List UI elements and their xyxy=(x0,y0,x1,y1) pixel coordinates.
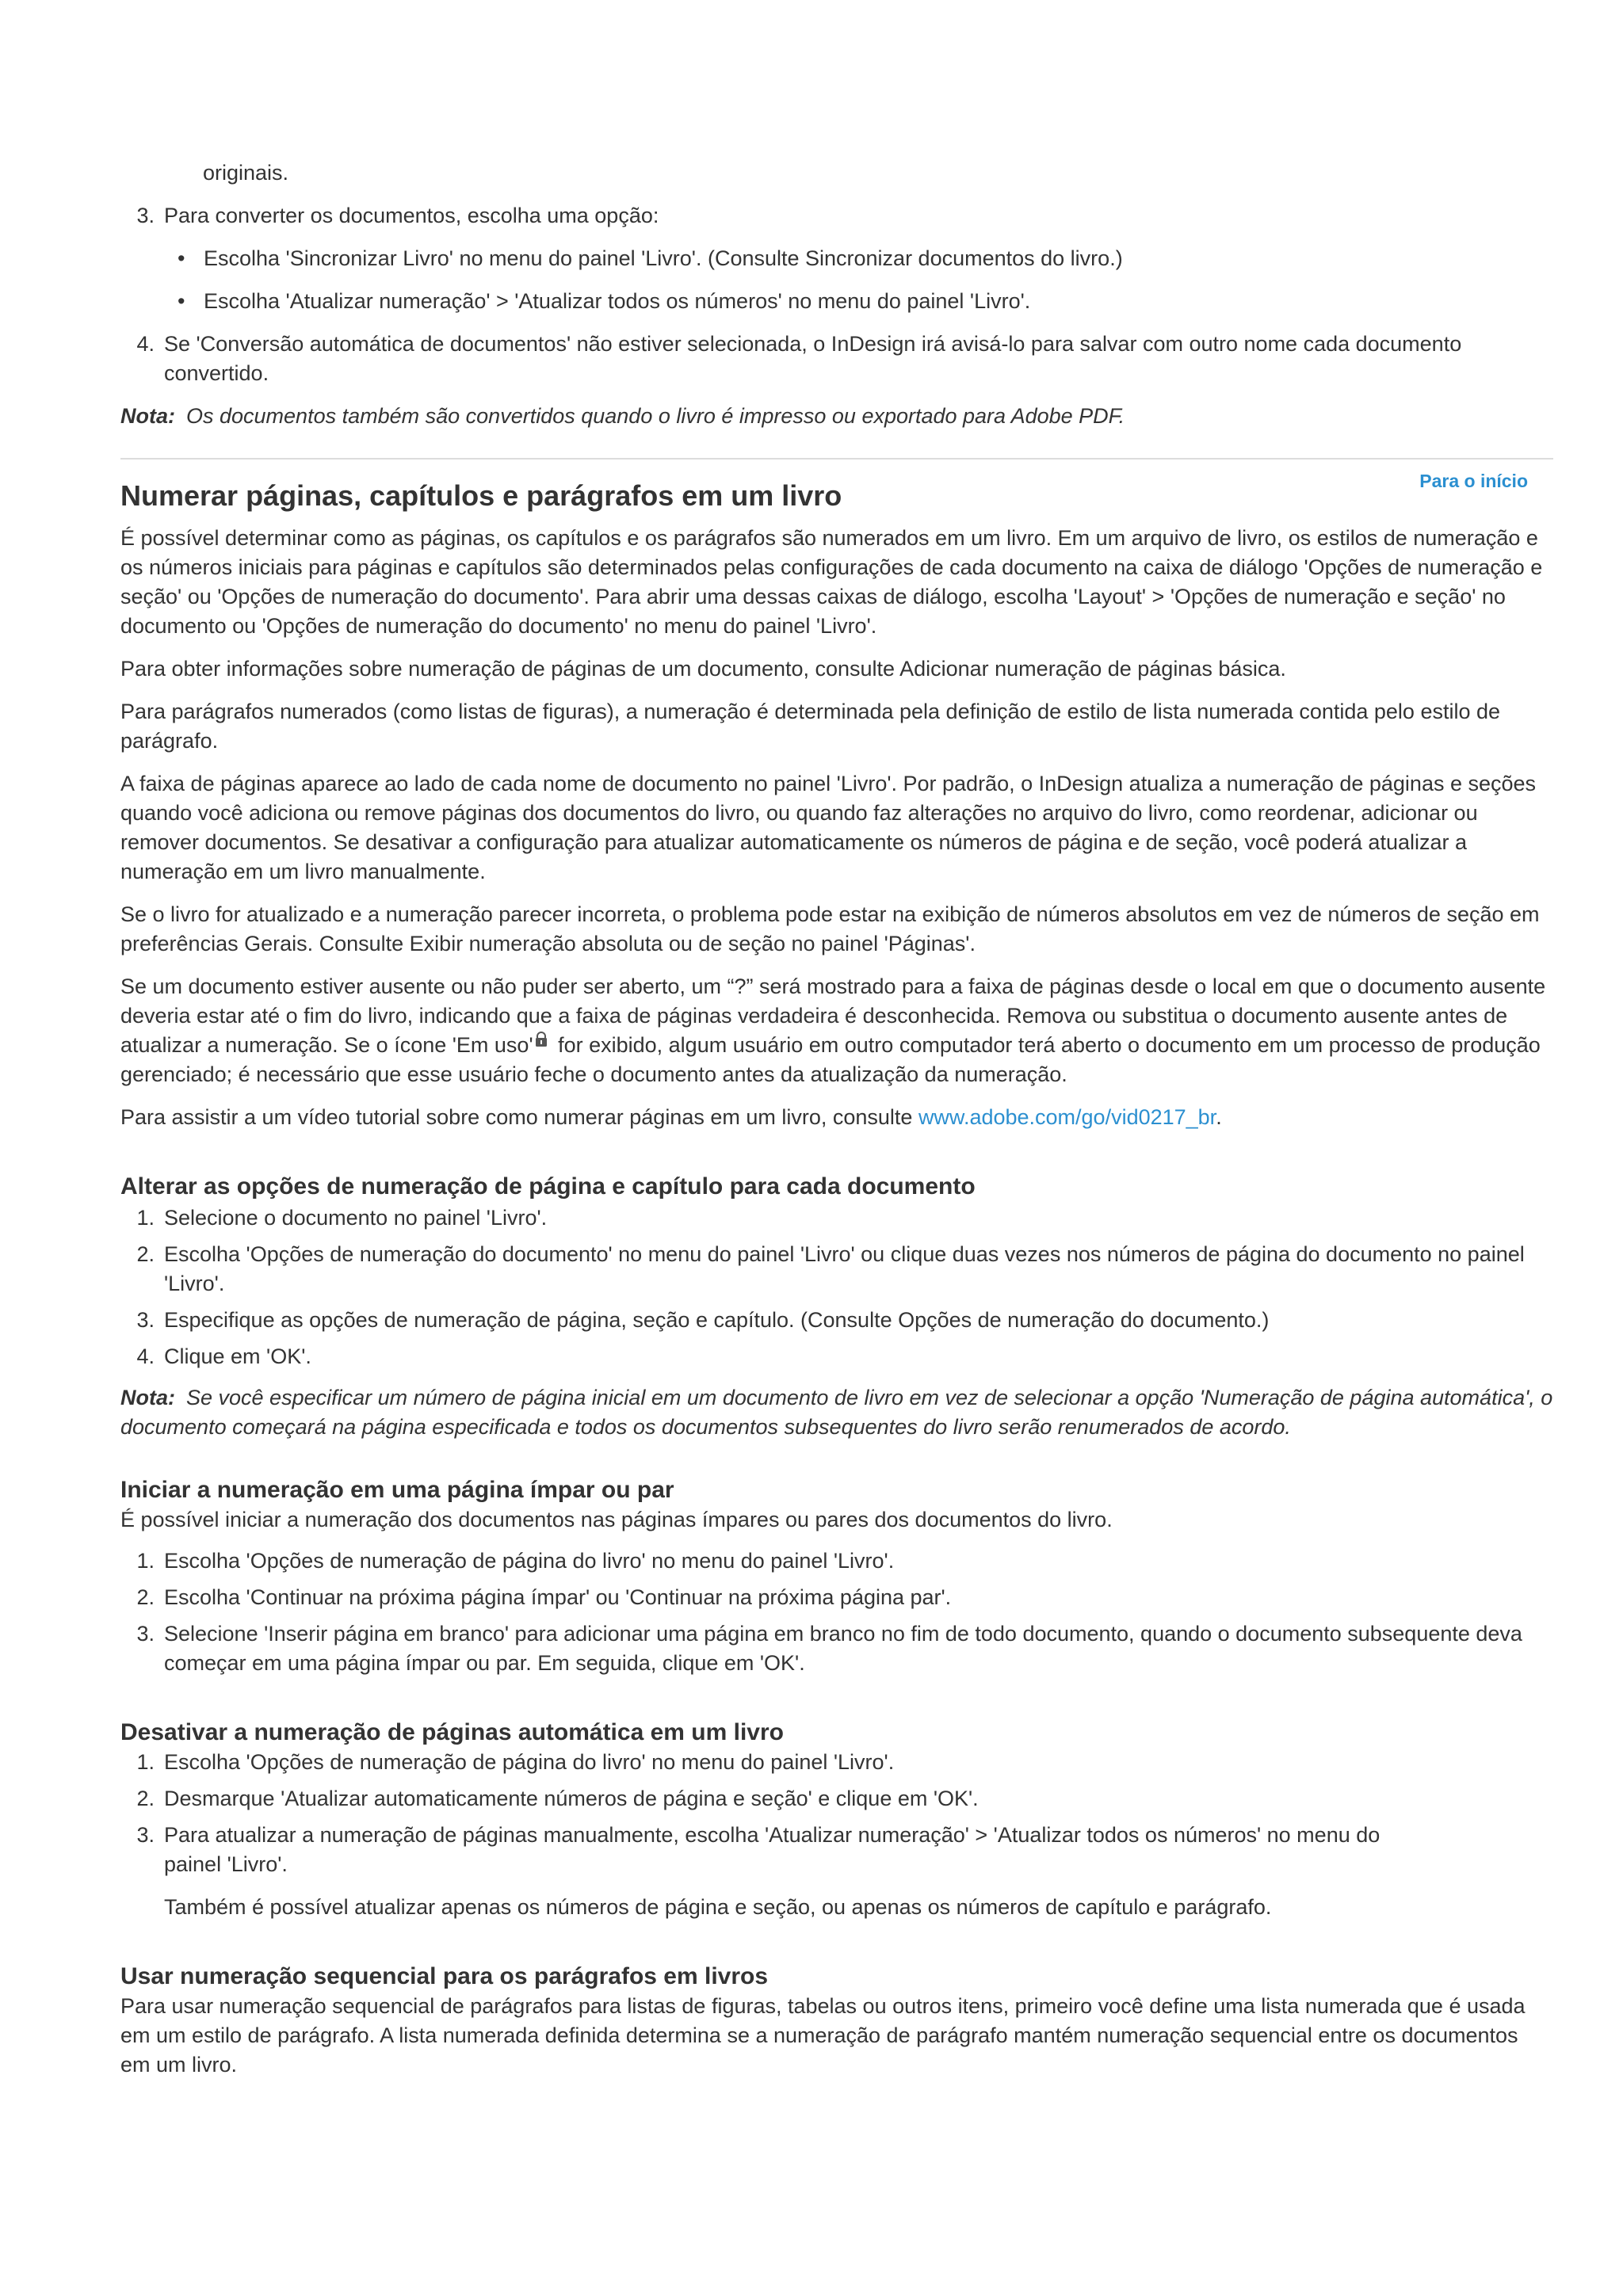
step-text: Clique em 'OK'. xyxy=(164,1344,311,1368)
start-numbering-section xyxy=(120,1475,1553,1678)
list-item xyxy=(120,1784,1553,1814)
steps-list xyxy=(120,1203,1553,1371)
list-item xyxy=(120,1342,1553,1371)
list-item xyxy=(120,1619,1553,1678)
video-tutorial-link[interactable]: www.adobe.com/go/vid0217_br xyxy=(918,1105,1216,1129)
paragraph: Se o livro for atualizado e a numeração parecer incorreta, o problema pode estar na exibição de números absolutos em vez de números de seção em preferências Gerais. Consulte Exibir numeração absoluta ou de seção no painel 'Páginas'. xyxy=(120,902,1540,955)
conversion-steps xyxy=(120,201,1553,231)
step-number: 2. xyxy=(136,1787,155,1810)
step-text: Escolha 'Opções de numeração do documento' no menu do painel 'Livro' ou clique duas vezes nos números de página do documento no painel 'Livro'. xyxy=(164,1242,1525,1295)
note-text: Os documentos também são convertidos quando o livro é impresso ou exportado para Adobe PDF. xyxy=(186,404,1125,428)
list-item xyxy=(120,1748,1553,1777)
list-item xyxy=(120,330,1553,388)
step-text: Para converter os documentos, escolha uma opção: xyxy=(164,204,659,227)
list-item xyxy=(120,1240,1553,1299)
option-text: Escolha 'Sincronizar Livro' no menu do painel 'Livro'. (Consulte Sincronizar documentos do livro.) xyxy=(204,246,1123,270)
step-text: Escolha 'Opções de numeração de página do livro' no menu do painel 'Livro'. xyxy=(164,1549,895,1573)
alter-options-section xyxy=(120,1172,1553,1442)
step-text: Desmarque 'Atualizar automaticamente números de página e seção' e clique em 'OK'. xyxy=(164,1787,979,1810)
section-intro: É possível iniciar a numeração dos documentos nas páginas ímpares ou pares dos documentos do livro. xyxy=(120,1508,1113,1531)
missing-doc-text: Se um documento estiver ausente ou não puder ser aberto, um “?” será mostrado para a faixa de páginas desde o local em que o documento ausente deveria estar até o fim do livro, indicando que a faixa de páginas verdadeira é desconhecida. Remova ou substitua o documento ausente antes de atualizar a numeração. Se o ícone 'Em uso' xyxy=(120,974,1546,1057)
lock-icon xyxy=(535,1032,548,1047)
section-heading: Alterar as opções de numeração de página e capítulo para cada documento xyxy=(120,1173,976,1199)
list-item xyxy=(120,1203,1553,1233)
step-number: 2. xyxy=(136,1585,155,1609)
conversion-options xyxy=(120,244,1553,316)
sequential-numbering-section xyxy=(120,1962,1553,2080)
note xyxy=(120,1383,1553,1442)
paragraph: Para obter informações sobre numeração de páginas de um documento, consulte Adicionar numeração de páginas básica. xyxy=(120,657,1286,681)
section-heading: Usar numeração sequencial para os parágrafos em livros xyxy=(120,1963,769,1989)
step-text: Se 'Conversão automática de documentos' não estiver selecionada, o InDesign irá avisá-lo para salvar com outro nome cada documento convertido. xyxy=(164,332,1462,385)
back-to-top-link[interactable]: Para o início xyxy=(1419,471,1528,491)
note-label: Nota: xyxy=(120,1386,175,1409)
list-item xyxy=(120,1821,1553,1879)
paragraph: É possível determinar como as páginas, os capítulos e os parágrafos são numerados em um livro. Em um arquivo de livro, os estilos de numeração e os números iniciais para páginas e capítulos são determinados pelas configurações de cada documento na caixa de diálogo 'Opções de numeração e seção' ou 'Opções de numeração do documento'. Para abrir uma dessas caixas de diálogo, escolha 'Layout' > 'Opções de numeração e seção' no documento ou 'Opções de numeração do documento' no menu do painel 'Livro'. xyxy=(120,526,1543,638)
list-item xyxy=(120,1583,1553,1612)
list-item xyxy=(164,244,1553,273)
list-item xyxy=(120,1306,1553,1335)
continued-text: originais. xyxy=(203,161,289,185)
list-item xyxy=(120,201,1553,231)
step-number: 3. xyxy=(136,1622,155,1646)
step-number: 4. xyxy=(136,1344,155,1368)
bullet-icon: • xyxy=(178,246,185,270)
option-text: Escolha 'Atualizar numeração' > 'Atualizar todos os números' no menu do painel 'Livro'. xyxy=(204,289,1031,313)
bullet-icon: • xyxy=(178,289,185,313)
paragraph xyxy=(120,972,1553,1089)
paragraph: A faixa de páginas aparece ao lado de cada nome de documento no painel 'Livro'. Por padrão, o InDesign atualiza a numeração de páginas e seções quando você adiciona ou remove páginas dos documentos do livro, ou quando faz alterações no arquivo do livro, como reordenar, adicionar ou remover documentos. Se desativar a configuração para atualizar automaticamente os números de página e de seção, você poderá atualizar a numeração em um livro manualmente. xyxy=(120,772,1537,883)
section-heading: Desativar a numeração de páginas automática em um livro xyxy=(120,1719,784,1745)
step-number: 3. xyxy=(136,204,155,227)
step-number: 1. xyxy=(136,1750,155,1774)
list-item xyxy=(164,287,1553,316)
step-text: Especifique as opções de numeração de página, seção e capítulo. (Consulte Opções de numeração do documento.) xyxy=(164,1308,1270,1332)
video-text-end: . xyxy=(1216,1105,1222,1129)
disable-numbering-section xyxy=(120,1718,1553,1922)
paragraph: Para usar numeração sequencial de parágrafos para listas de figuras, tabelas ou outros itens, primeiro você define uma lista numerada que é usada em um estilo de parágrafo. A lista numerada definida determina se a numeração de parágrafo mantém numeração sequencial entre os documentos em um livro. xyxy=(120,1994,1526,2077)
note-label: Nota: xyxy=(120,404,175,428)
note-text: Se você especificar um número de página inicial em um documento de livro em vez de selecionar a opção 'Numeração de página automática', o documento começará na página especificada e todos os documentos subsequentes do livro serão renumerados de acordo. xyxy=(120,1386,1553,1439)
step-text: Selecione 'Inserir página em branco' para adicionar uma página em branco no fim de todo documento, quando o documento subsequente deva começar em uma página ímpar ou par. Em seguida, clique em 'OK'. xyxy=(164,1622,1522,1675)
additional-note: Também é possível atualizar apenas os números de página e seção, ou apenas os números de capítulo e parágrafo. xyxy=(164,1895,1272,1919)
step-text: Para atualizar a numeração de páginas manualmente, escolha 'Atualizar numeração' > 'Atualizar todos os números' no menu do painel 'Livro'. xyxy=(164,1823,1381,1876)
section-heading: Iniciar a numeração em uma página ímpar ou par xyxy=(120,1477,674,1503)
steps-list xyxy=(120,1547,1553,1678)
step-text: Selecione o documento no painel 'Livro'. xyxy=(164,1206,548,1230)
step-number: 2. xyxy=(136,1242,155,1266)
steps-list xyxy=(120,1748,1553,1879)
section-divider xyxy=(120,458,1553,460)
paragraph xyxy=(120,1103,1553,1132)
step-text: Escolha 'Opções de numeração de página do livro' no menu do painel 'Livro'. xyxy=(164,1750,895,1774)
document-page xyxy=(120,158,1553,2080)
list-item xyxy=(120,1547,1553,1576)
step-number: 1. xyxy=(136,1206,155,1230)
step-number: 3. xyxy=(136,1823,155,1847)
conversion-steps-cont xyxy=(120,330,1553,388)
paragraph: Para parágrafos numerados (como listas de figuras), a numeração é determinada pela definição de estilo de lista numerada contida pelo estilo de parágrafo. xyxy=(120,700,1501,753)
step-number: 4. xyxy=(136,332,155,356)
step-text: Escolha 'Continuar na próxima página ímpar' ou 'Continuar na próxima página par'. xyxy=(164,1585,952,1609)
step-number: 1. xyxy=(136,1549,155,1573)
page-title: Numerar páginas, capítulos e parágrafos em um livro xyxy=(120,479,842,512)
main-section xyxy=(120,469,1553,1132)
video-text: Para assistir a um vídeo tutorial sobre como numerar páginas em um livro, consulte xyxy=(120,1105,918,1129)
step-number: 3. xyxy=(136,1308,155,1332)
missing-doc-text-end: for exibido, algum usuário em outro computador terá aberto o documento em um processo de produção gerenciado; é necessário que esse usuário feche o documento antes da atualização da numeração. xyxy=(120,1033,1541,1086)
note xyxy=(120,402,1553,431)
